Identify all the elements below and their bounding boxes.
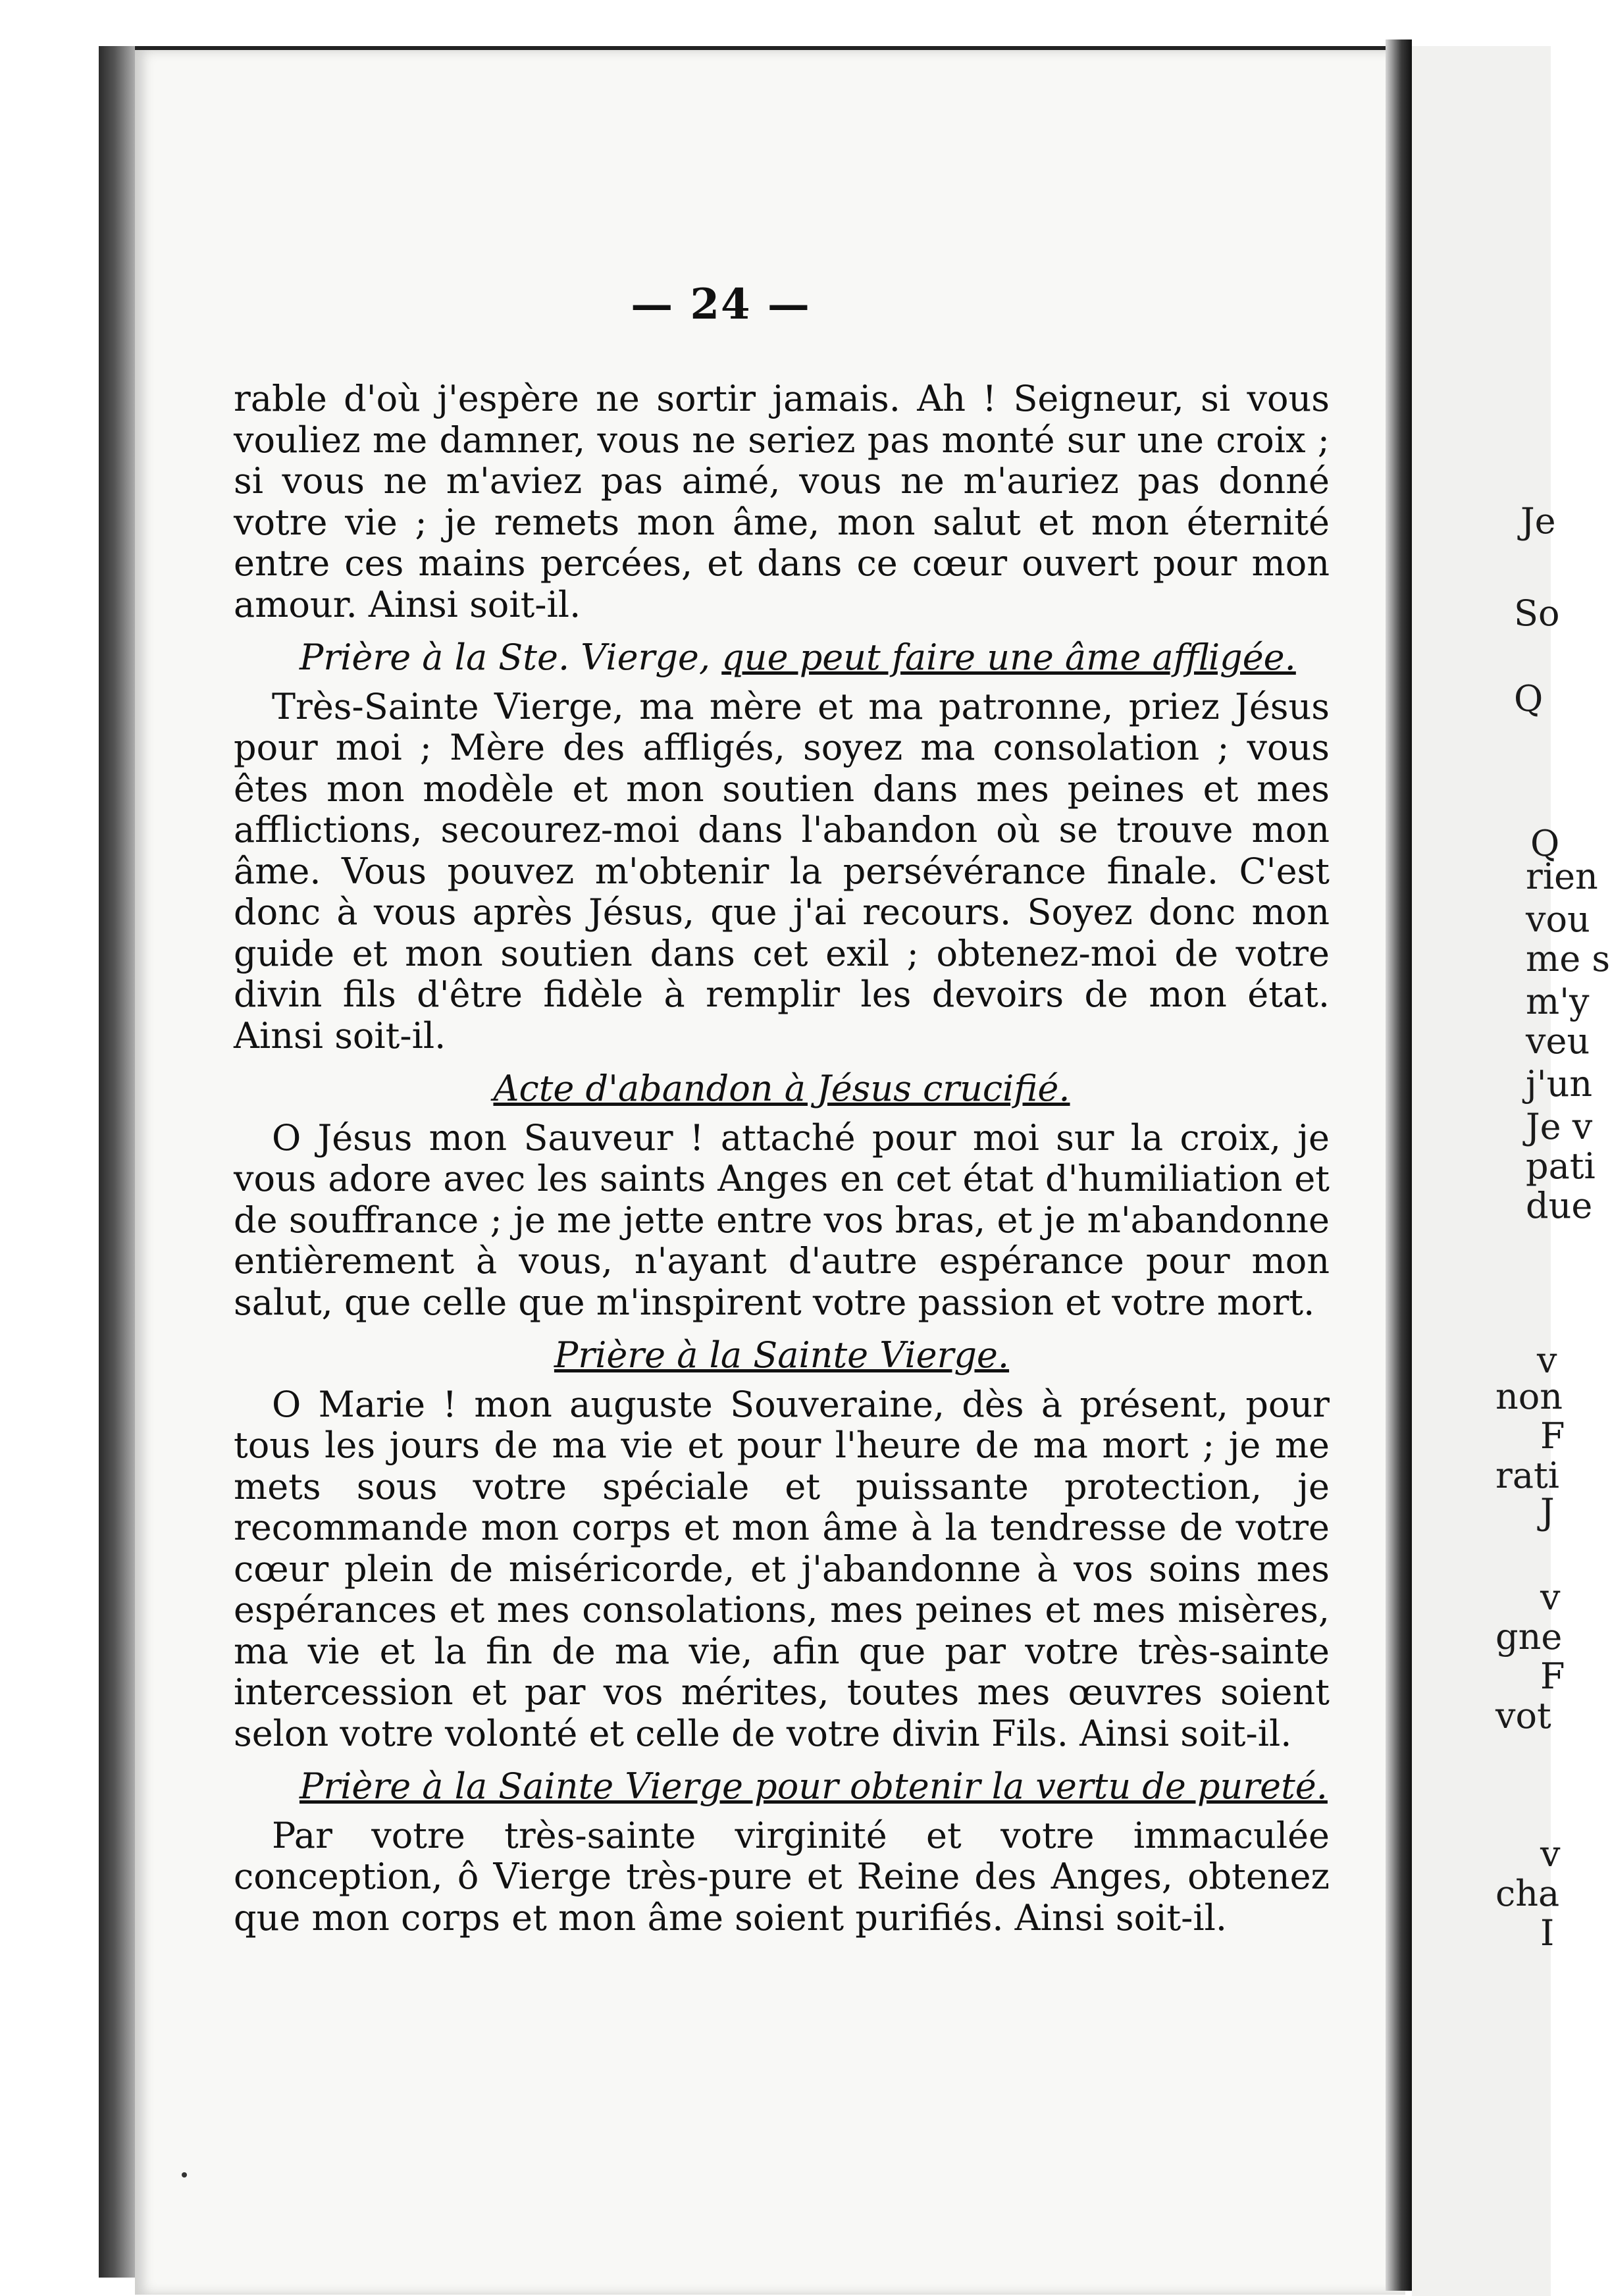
facing-page-fragment: veu: [1526, 1020, 1590, 1062]
prayer-heading: [234, 1335, 1330, 1376]
facing-page-fragment: gne: [1495, 1616, 1563, 1657]
facing-page-fragment: non: [1495, 1376, 1563, 1417]
body-paragraph: O Marie ! mon auguste Souveraine, dès à présent, pour tous les jours de ma vie et pour l'heure de ma mort ; je me mets sous votre spéciale et puissante protection, je recommande mon corps et mon âme à la tendresse de votre cœur plein de miséricorde, et j'abandonne à vos soins mes espérances et mes consolations, mes peines et mes misères, ma vie et la fin de ma vie, afin que par votre très-sainte intercession et par vos mérites, toutes mes œuvres soient selon votre volonté et celle de votre divin Fils. Ainsi soit-il.: [234, 1383, 1330, 1754]
facing-page-fragment: Q: [1514, 678, 1544, 719]
facing-page-fragment: v: [1540, 1833, 1561, 1875]
facing-page-fragment: cha: [1495, 1873, 1560, 1914]
body-paragraph: Par votre très-sainte virginité et votre immaculée conception, ô Vierge très-pure et Reine des Anges, obtenez que mon corps et mon âme soient purifiés. Ainsi soit-il.: [234, 1814, 1330, 1939]
prayer-heading: [234, 1766, 1330, 1808]
heading-underlined-text: que peut faire une âme affligée.: [721, 637, 1296, 678]
prayer-heading: [234, 637, 1330, 679]
facing-page-fragment: Je: [1520, 500, 1556, 542]
facing-page-fragment: So: [1514, 592, 1560, 634]
heading-underlined-text: Acte d'abandon à Jésus crucifié.: [493, 1068, 1070, 1109]
facing-page-fragment: J: [1540, 1491, 1555, 1532]
facing-page-fragment: Je v: [1526, 1106, 1593, 1147]
facing-page-fragment: j'un: [1526, 1063, 1593, 1105]
facing-page-fragment: vot: [1495, 1695, 1551, 1736]
ink-speck: [182, 2172, 187, 2178]
facing-page-fragment: I: [1540, 1912, 1555, 1954]
facing-page-fragment: v: [1540, 1577, 1561, 1618]
facing-page-fragment: me s: [1526, 938, 1610, 979]
body-paragraph: rable d'où j'espère ne sortir jamais. Ah ! Seigneur, si vous vouliez me damner, vous ne seriez pas monté sur une croix ; si vous ne m'aviez pas aimé, vous ne m'auriez pas donné votre vie ; je remets mon âme, mon salut et mon éternité entre ces mains percées, et dans ce cœur ouvert pour mon amour. Ainsi soit-il.: [234, 378, 1330, 625]
facing-page-fragment: v: [1537, 1340, 1557, 1381]
facing-page-fragment: Q: [1530, 823, 1560, 864]
facing-page-fragment: F: [1540, 1415, 1565, 1457]
facing-page-fragment: rati: [1495, 1455, 1559, 1496]
heading-underlined-text: Prière à la Sainte Vierge pour obtenir la vertu de pureté.: [299, 1765, 1328, 1807]
body-paragraph: O Jésus mon Sauveur ! attaché pour moi sur la croix, je vous adore avec les saints Anges en cet état d'humiliation et de souffrance ; je me jette entre vos bras, et je m'abandonne entièrement à vous, n'ayant d'autre espérance pour mon salut, que celle que m'inspirent votre passion et votre mort.: [234, 1116, 1330, 1323]
facing-page-fragment: due: [1526, 1185, 1593, 1226]
facing-page-fragment: F: [1540, 1656, 1565, 1697]
heading-underlined-text: Prière à la Sainte Vierge.: [554, 1334, 1010, 1376]
facing-page-fragment: vou: [1526, 899, 1590, 940]
heading-text: Prière à la Ste. Vierge,: [299, 637, 722, 678]
prayer-heading: [234, 1068, 1330, 1110]
page-body-text: [234, 378, 1330, 1939]
facing-page-fragment: rien: [1526, 856, 1598, 897]
page-gutter: [1386, 39, 1412, 2291]
facing-page-fragment: m'y: [1526, 981, 1590, 1022]
facing-page-fragment: pati: [1526, 1145, 1596, 1187]
body-paragraph: Très-Sainte Vierge, ma mère et ma patronne, priez Jésus pour moi ; Mère des affligés, soyez ma consolation ; vous êtes mon modèle et mon soutien dans mes peines et mes afflictions, secourez-moi dans l'abandon où se trouve mon âme. Vous pouvez m'obtenir la persévérance finale. C'est donc à vous après Jésus, que j'ai recours. Soyez donc mon guide et mon soutien dans cet exil ; obtenez-moi de votre divin fils d'être fidèle à remplir les devoirs de mon état. Ainsi soit-il.: [234, 685, 1330, 1057]
binding-edge-left: [99, 46, 138, 2278]
page-number: — 24 —: [631, 280, 811, 329]
